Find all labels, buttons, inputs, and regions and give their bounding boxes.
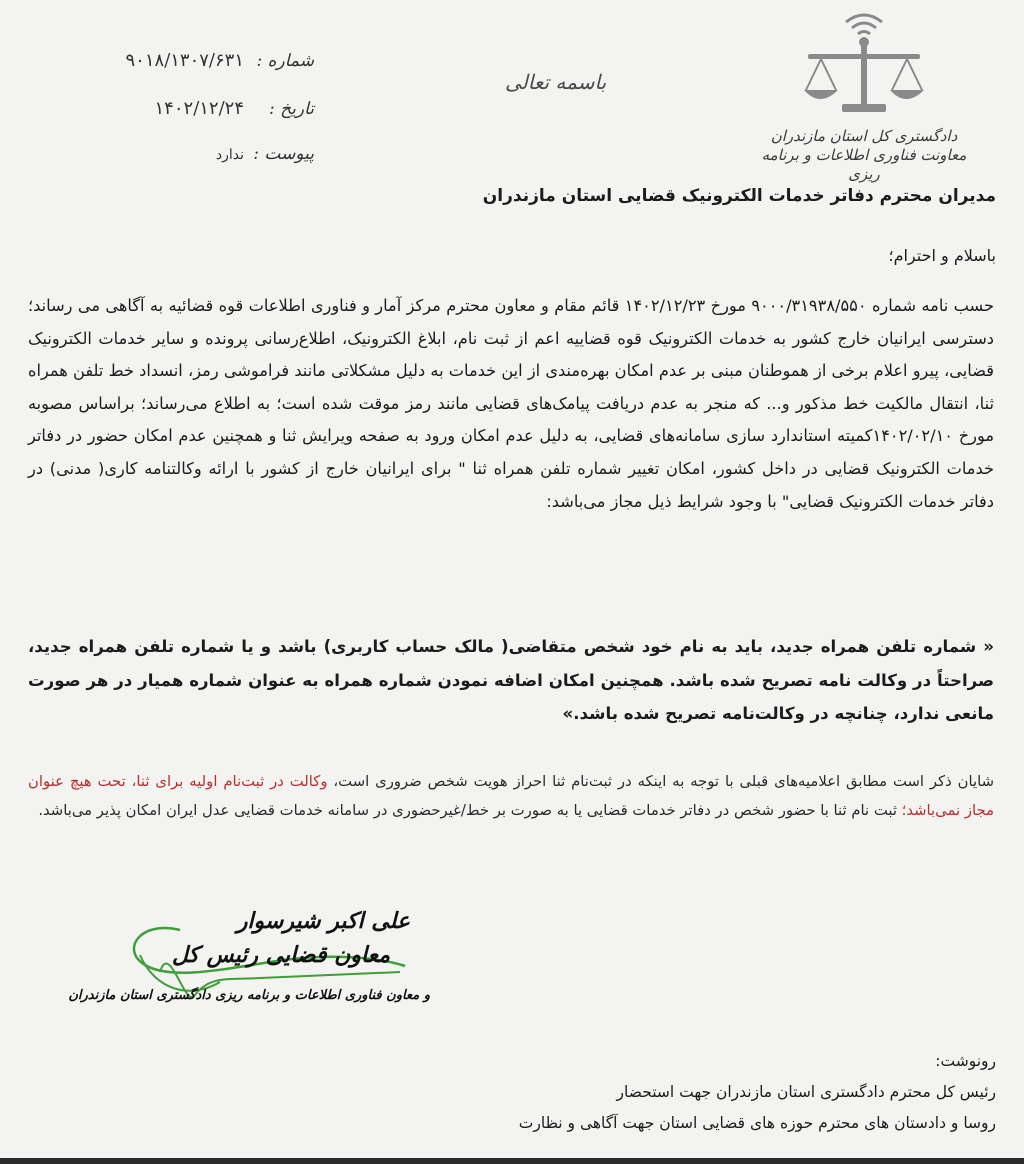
letter-number-value: ۹۰۱۸/۱۳۰۷/۶۳۱ <box>125 50 244 71</box>
org-name-line2: معاونت فناوری اطلاعات و برنامه ریزی <box>761 145 967 183</box>
recipient-line: مدیران محترم دفاتر خدمات الکترونیک قضایی استان مازندران <box>482 186 996 206</box>
letter-body: حسب نامه شماره ۹۰۰۰/۳۱۹۳۸/۵۵۰ مورخ ۱۴۰۲/۱۲/۲۳ قائم مقام و معاون محترم مرکز آمار و فناوری اطلاعات قوه قضائیه به آگاهی می رساند؛ دسترسی ایرانیان خارج کشور به خدمات الکترونیک قوه قضاییه اعم از ثبت نام، ابلاغ الکترونیک، اطلاع‌رسانی پرونده و سایر خدمات الکترونیک قضایی، پیرو اعلام برخی از هموطنان مبنی بر عدم امکان بهره‌مندی از این خدمات به دلیل مشکلاتی مانند فراموشی رمز، انسداد خط تلفن همراه ثنا، انتقال مالکیت خط مذکور و... که منجر به عدم دریافت پیامک‌های قضایی مانند رمز موقت شده است؛ به اطلاع می‌رساند؛ براساس مصوبه مورخ ۱۴۰۲/۰۲/۱۰کمیته استاندارد سازی سامانه‌های قضایی، به دلیل عدم امکان ورود به صفحه ویرایش ثنا و همچنین عدم امکان حضور در دفاتر خدمات الکترونیک قضایی در داخل کشور، امکان تغییر شماره تلفن همراه ثنا " برای ایرانیان خارج از کشور با ارائه وکالتنامه کاری( مدنی) در دفاتر خدمات الکترونیک قضایی" با وجود شرایط ذیل مجاز می‌باشد: <box>28 296 994 511</box>
org-name-line1: دادگستری کل استان مازندران <box>770 127 958 145</box>
letter-attachment-row <box>216 144 314 164</box>
letter-date-value: ۱۴۰۲/۱۲/۲۴ <box>154 98 244 119</box>
note-part2: ثبت نام ثنا با حضور شخص در دفاتر خدمات قضایی یا به صورت بر خط/غیرحضوری در سامانه خدمات قضایی عدل ایران امکان پذیر می‌باشد. <box>38 802 902 819</box>
scales-of-justice-icon <box>794 8 934 123</box>
cc-line-2: روسا و دادستان های محترم حوزه های قضایی استان جهت آگاهی و نظارت <box>518 1114 996 1132</box>
signatory-title: معاون قضایی رئیس کل <box>171 942 390 968</box>
cc-section <box>519 1046 996 1139</box>
besmeh-heading: باسمه تعالی <box>505 70 607 94</box>
signature-block <box>68 900 430 1030</box>
signatory-org: و معاون فناوری اطلاعات و برنامه ریزی دادگستری استان مازندران <box>68 988 430 1003</box>
cc-line-1: رئیس کل محترم دادگستری استان مازندران جهت استحضار <box>616 1083 996 1101</box>
signatory-name: علی اکبر شیرسوار <box>236 908 410 934</box>
greeting: باسلام و احترام؛ <box>888 246 996 265</box>
letter-attachment-label: پیوست : <box>253 144 314 164</box>
note-part1: شایان ذکر است مطابق اعلامیه‌های قبلی با توجه به اینکه در ثبت‌نام ثنا احراز هویت شخص ضروری است، <box>327 773 994 790</box>
note-red-highlight: وکالت در ثبت‌نام اولیه برای ثنا، تحت هیچ عنوان مجاز نمی‌باشد؛ <box>28 773 994 819</box>
letter-number-row <box>126 50 314 71</box>
org-name <box>744 127 984 183</box>
bottom-border <box>0 1158 1024 1164</box>
cc-label: رونوشت: <box>935 1052 996 1070</box>
letter-date-row <box>155 98 314 119</box>
letter-attachment-value: ندارد <box>215 147 244 163</box>
letter-date-label: تاریخ : <box>269 99 314 119</box>
letterhead-logo <box>744 8 984 183</box>
note-paragraph <box>28 767 994 825</box>
conditions-quote: « شماره تلفن همراه جدید، باید به نام خود شخص متقاضی( مالک حساب کاربری) باشد و یا شماره تلفن همراه جدید، صراحتاً در وکالت نامه تصریح شده باشد. همچنین امکان اضافه نمودن شماره همراه به عنوان شماره همیار در هر صورت مانعی ندارد، چنانچه در وکالت‌نامه تصریح شده باشد.» <box>28 637 994 723</box>
letter-number-label: شماره : <box>256 51 314 71</box>
